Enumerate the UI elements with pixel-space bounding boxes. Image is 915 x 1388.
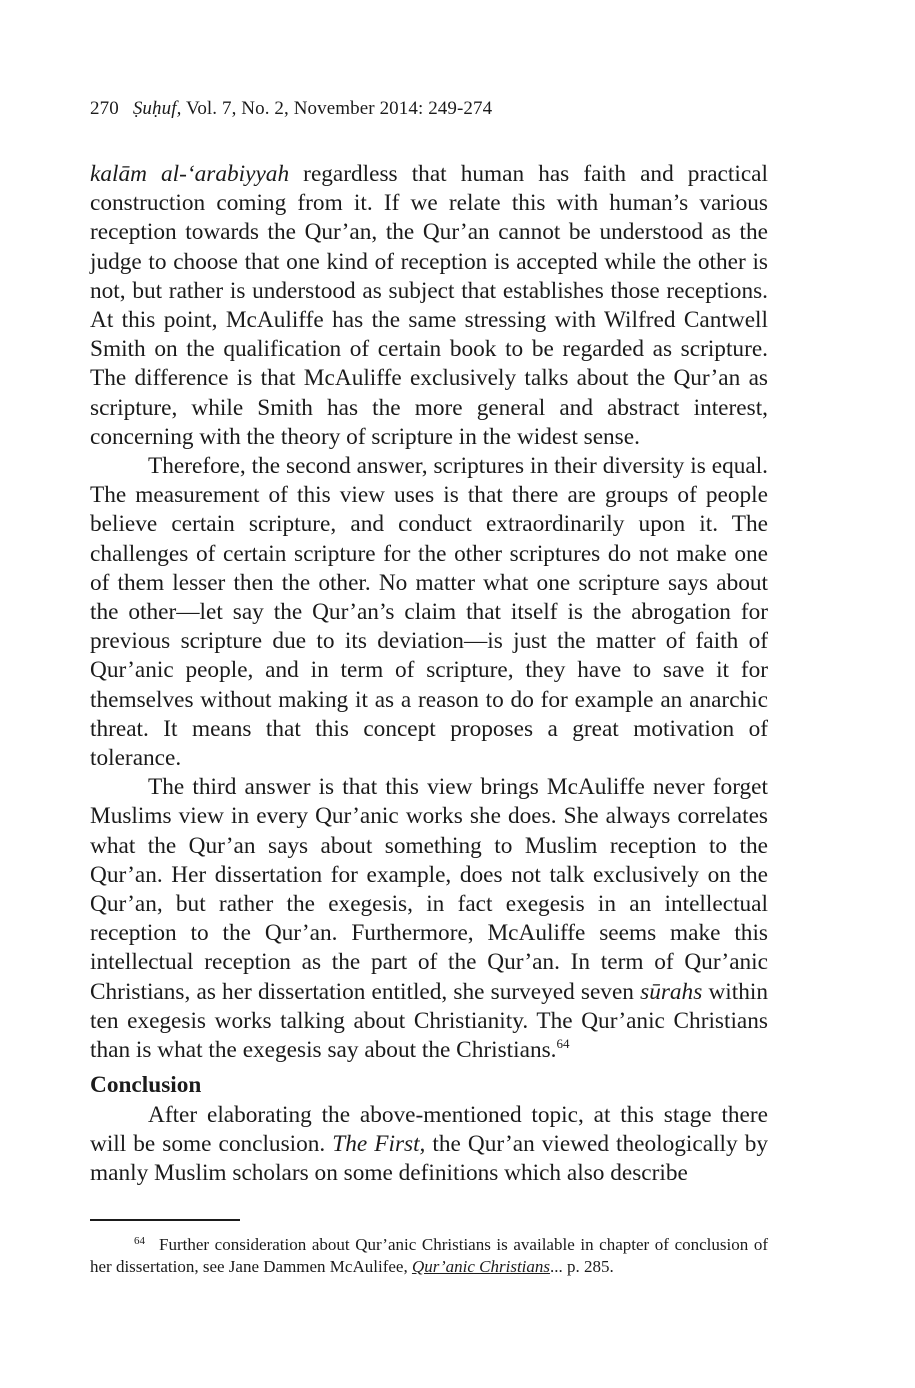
conclusion-paragraph <box>90 1101 768 1189</box>
footnote-text-b: ... p. 285. <box>550 1257 614 1276</box>
italic-term-surahs: sūrahs <box>640 978 703 1005</box>
paragraph-3 <box>90 773 768 1065</box>
paragraph-2: Therefore, the second answer, scriptures in their diversity is equal. The measurement of this view uses is that there are groups of people believe certain scripture, and conduct extraordinarily upon it. The challenges of certain scripture for the other scriptures do not make one of them lesser then the other. No matter what one scripture says about the other—let say the Qur’an’s claim that itself is the abrogation for previous scripture due to its deviation—is just the matter of faith of Qur’anic people, and in term of scripture, they have to save it for themselves without making it as a reason to do for example an anarchic threat. It means that this concept proposes a great motivation of tolerance. <box>90 453 768 772</box>
conclusion-italic: The First, <box>332 1130 426 1157</box>
conclusion-text-a: After elaborating the above-mentioned topic, at this stage there will be some conclusion. <box>90 1101 768 1157</box>
footnote-book-title: Qur’anic Christians <box>411 1257 551 1276</box>
italic-term: kalām al-‘arabiyyah <box>90 161 290 187</box>
footnote-text-a: Further consideration about Qur’anic Christians is available in chapter of conclusion of her dissertation, see Jane Dammen McAulifee, <box>90 1235 768 1276</box>
issue-info: Vol. 7, No. 2, November 2014: 249-274 <box>181 98 493 119</box>
paragraph-1-text: regardless that human has faith and practical construction coming from it. If we relate this with human’s various reception towards the Qur’an, the Qur’an cannot be understood as the judge to choose that one kind of reception is accepted while the other is not, but rather is understood as subject that establishes those receptions. At this point, McAuliffe has the same stressing with Wilfred Cantwell Smith on the qualification of certain book to be regarded as scripture. The difference is that McAuliffe exclusively talks about the Qur’an as scripture, while Smith has the more general and abstract interest, concerning with the theory of scripture in the widest sense. <box>90 161 768 450</box>
paragraph-3-text-b: within ten exegesis works talking about Christianity. The Qur’anic Christians than is what the exegesis say about the Christians. <box>90 978 768 1064</box>
footnote-divider <box>90 1219 240 1221</box>
running-header <box>90 98 492 120</box>
section-heading-conclusion: Conclusion <box>90 1072 202 1099</box>
paragraph-1 <box>90 160 768 452</box>
paragraph-3-text-a: The third answer is that this view brings McAuliffe never forget Muslims view in every Qur’anic works she does. She always correlates what the Qur’an says about something to Muslim reception to the Qur’an. Her dissertation for example, does not talk exclusively on the Qur’an, but rather the exegesis, in fact exegesis in an intellectual reception to the Qur’an. Furthermore, McAuliffe seems make this intellectual reception as the part of the Qur’an. In term of Qur’anic Christians, as her dissertation entitled, she surveyed seven <box>90 774 768 1005</box>
footnote-number: 64 <box>134 1235 145 1247</box>
conclusion-text-b: the Qur’an viewed theologically by manly Muslim scholars on some definitions which also describe <box>90 1130 768 1186</box>
main-text <box>90 160 768 1188</box>
footnote-reference[interactable]: 64 <box>556 1036 570 1052</box>
footnote <box>90 1230 768 1278</box>
page-number: 270 <box>90 98 119 119</box>
journal-title: Ṣuḥuf, <box>132 98 182 119</box>
